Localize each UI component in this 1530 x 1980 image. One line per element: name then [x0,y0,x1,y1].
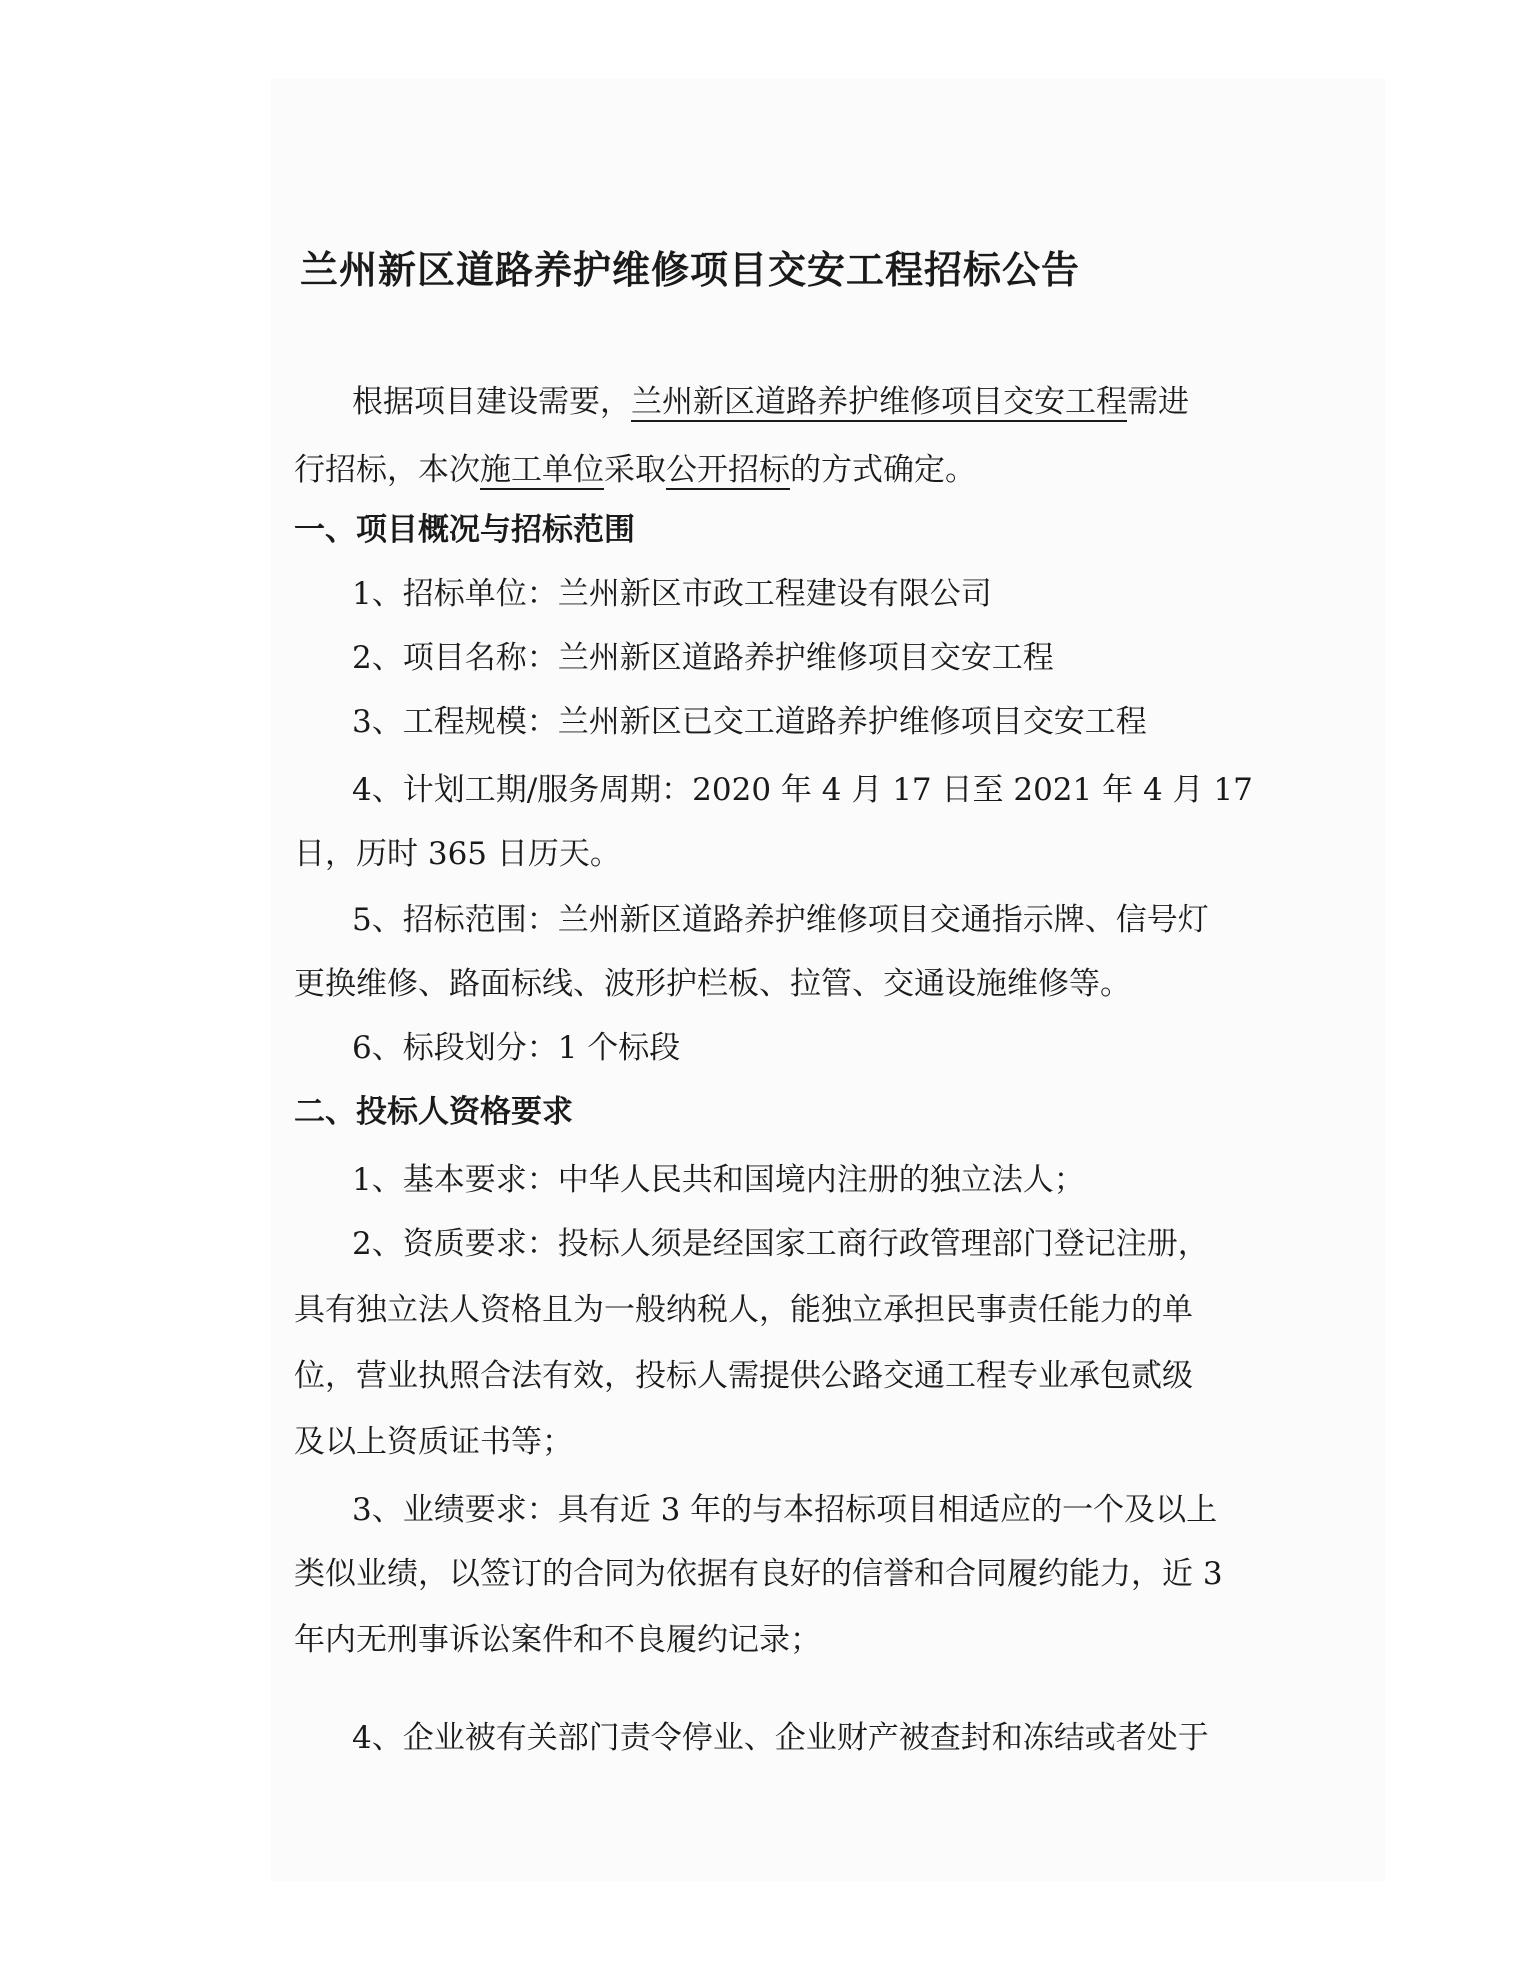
section-1-item-4-line-2: 日，历时 365 日历天。 [294,836,621,872]
section-2-item-1: 1、基本要求：中华人民共和国境内注册的独立法人； [352,1162,1085,1198]
intro-line-1 [352,380,1189,424]
section-1-item-1: 1、招标单位：兰州新区市政工程建设有限公司 [352,576,992,612]
section-2-item-3-line-3: 年内无刑事诉讼案件和不良履约记录； [294,1622,821,1658]
section-1-item-4-line-1: 4、计划工期/服务周期：2020 年 4 月 17 日至 2021 年 4 月 17 [352,772,1253,808]
underlined-unit: 施工单位 [480,452,604,488]
section-1-item-5-line-2: 更换维修、路面标线、波形护栏板、拉管、交通设施维修等。 [294,966,1131,1002]
section-1-item-2: 2、项目名称：兰州新区道路养护维修项目交安工程 [352,640,1054,676]
document-title: 兰州新区道路养护维修项目交安工程招标公告 [300,248,1081,292]
section-2-item-2-line-4: 及以上资质证书等； [294,1424,573,1460]
section-1-item-3: 3、工程规模：兰州新区已交工道路养护维修项目交安工程 [352,704,1147,740]
intro-text: 行招标，本次 [294,452,480,488]
section-1-heading: 一、项目概况与招标范围 [294,512,635,548]
section-2-item-4-line-1: 4、企业被有关部门责令停业、企业财产被查封和冻结或者处于 [352,1720,1209,1756]
section-2-item-2-line-3: 位，营业执照合法有效，投标人需提供公路交通工程专业承包贰级 [294,1358,1193,1394]
section-2-item-2-line-1: 2、资质要求：投标人须是经国家工商行政管理部门登记注册， [352,1226,1209,1262]
intro-text: 根据项目建设需要， [352,384,631,420]
section-2-item-3-line-1: 3、业绩要求：具有近 3 年的与本招标项目相适应的一个及以上 [352,1492,1218,1528]
section-2-heading: 二、投标人资格要求 [294,1094,573,1130]
section-1-item-5-line-1: 5、招标范围：兰州新区道路养护维修项目交通指示牌、信号灯 [352,902,1209,938]
intro-line-2 [294,448,976,492]
underlined-method: 公开招标 [666,452,790,488]
underlined-project-name: 兰州新区道路养护维修项目交安工程 [631,384,1127,420]
section-2-item-2-line-2: 具有独立法人资格且为一般纳税人，能独立承担民事责任能力的单 [294,1292,1193,1328]
intro-text: 需进 [1127,384,1189,420]
section-2-item-3-line-2: 类似业绩，以签订的合同为依据有良好的信誉和合同履约能力，近 3 [294,1556,1223,1592]
intro-text: 的方式确定。 [790,452,976,488]
section-1-item-6: 6、标段划分：1 个标段 [352,1030,681,1066]
intro-text: 采取 [604,452,666,488]
